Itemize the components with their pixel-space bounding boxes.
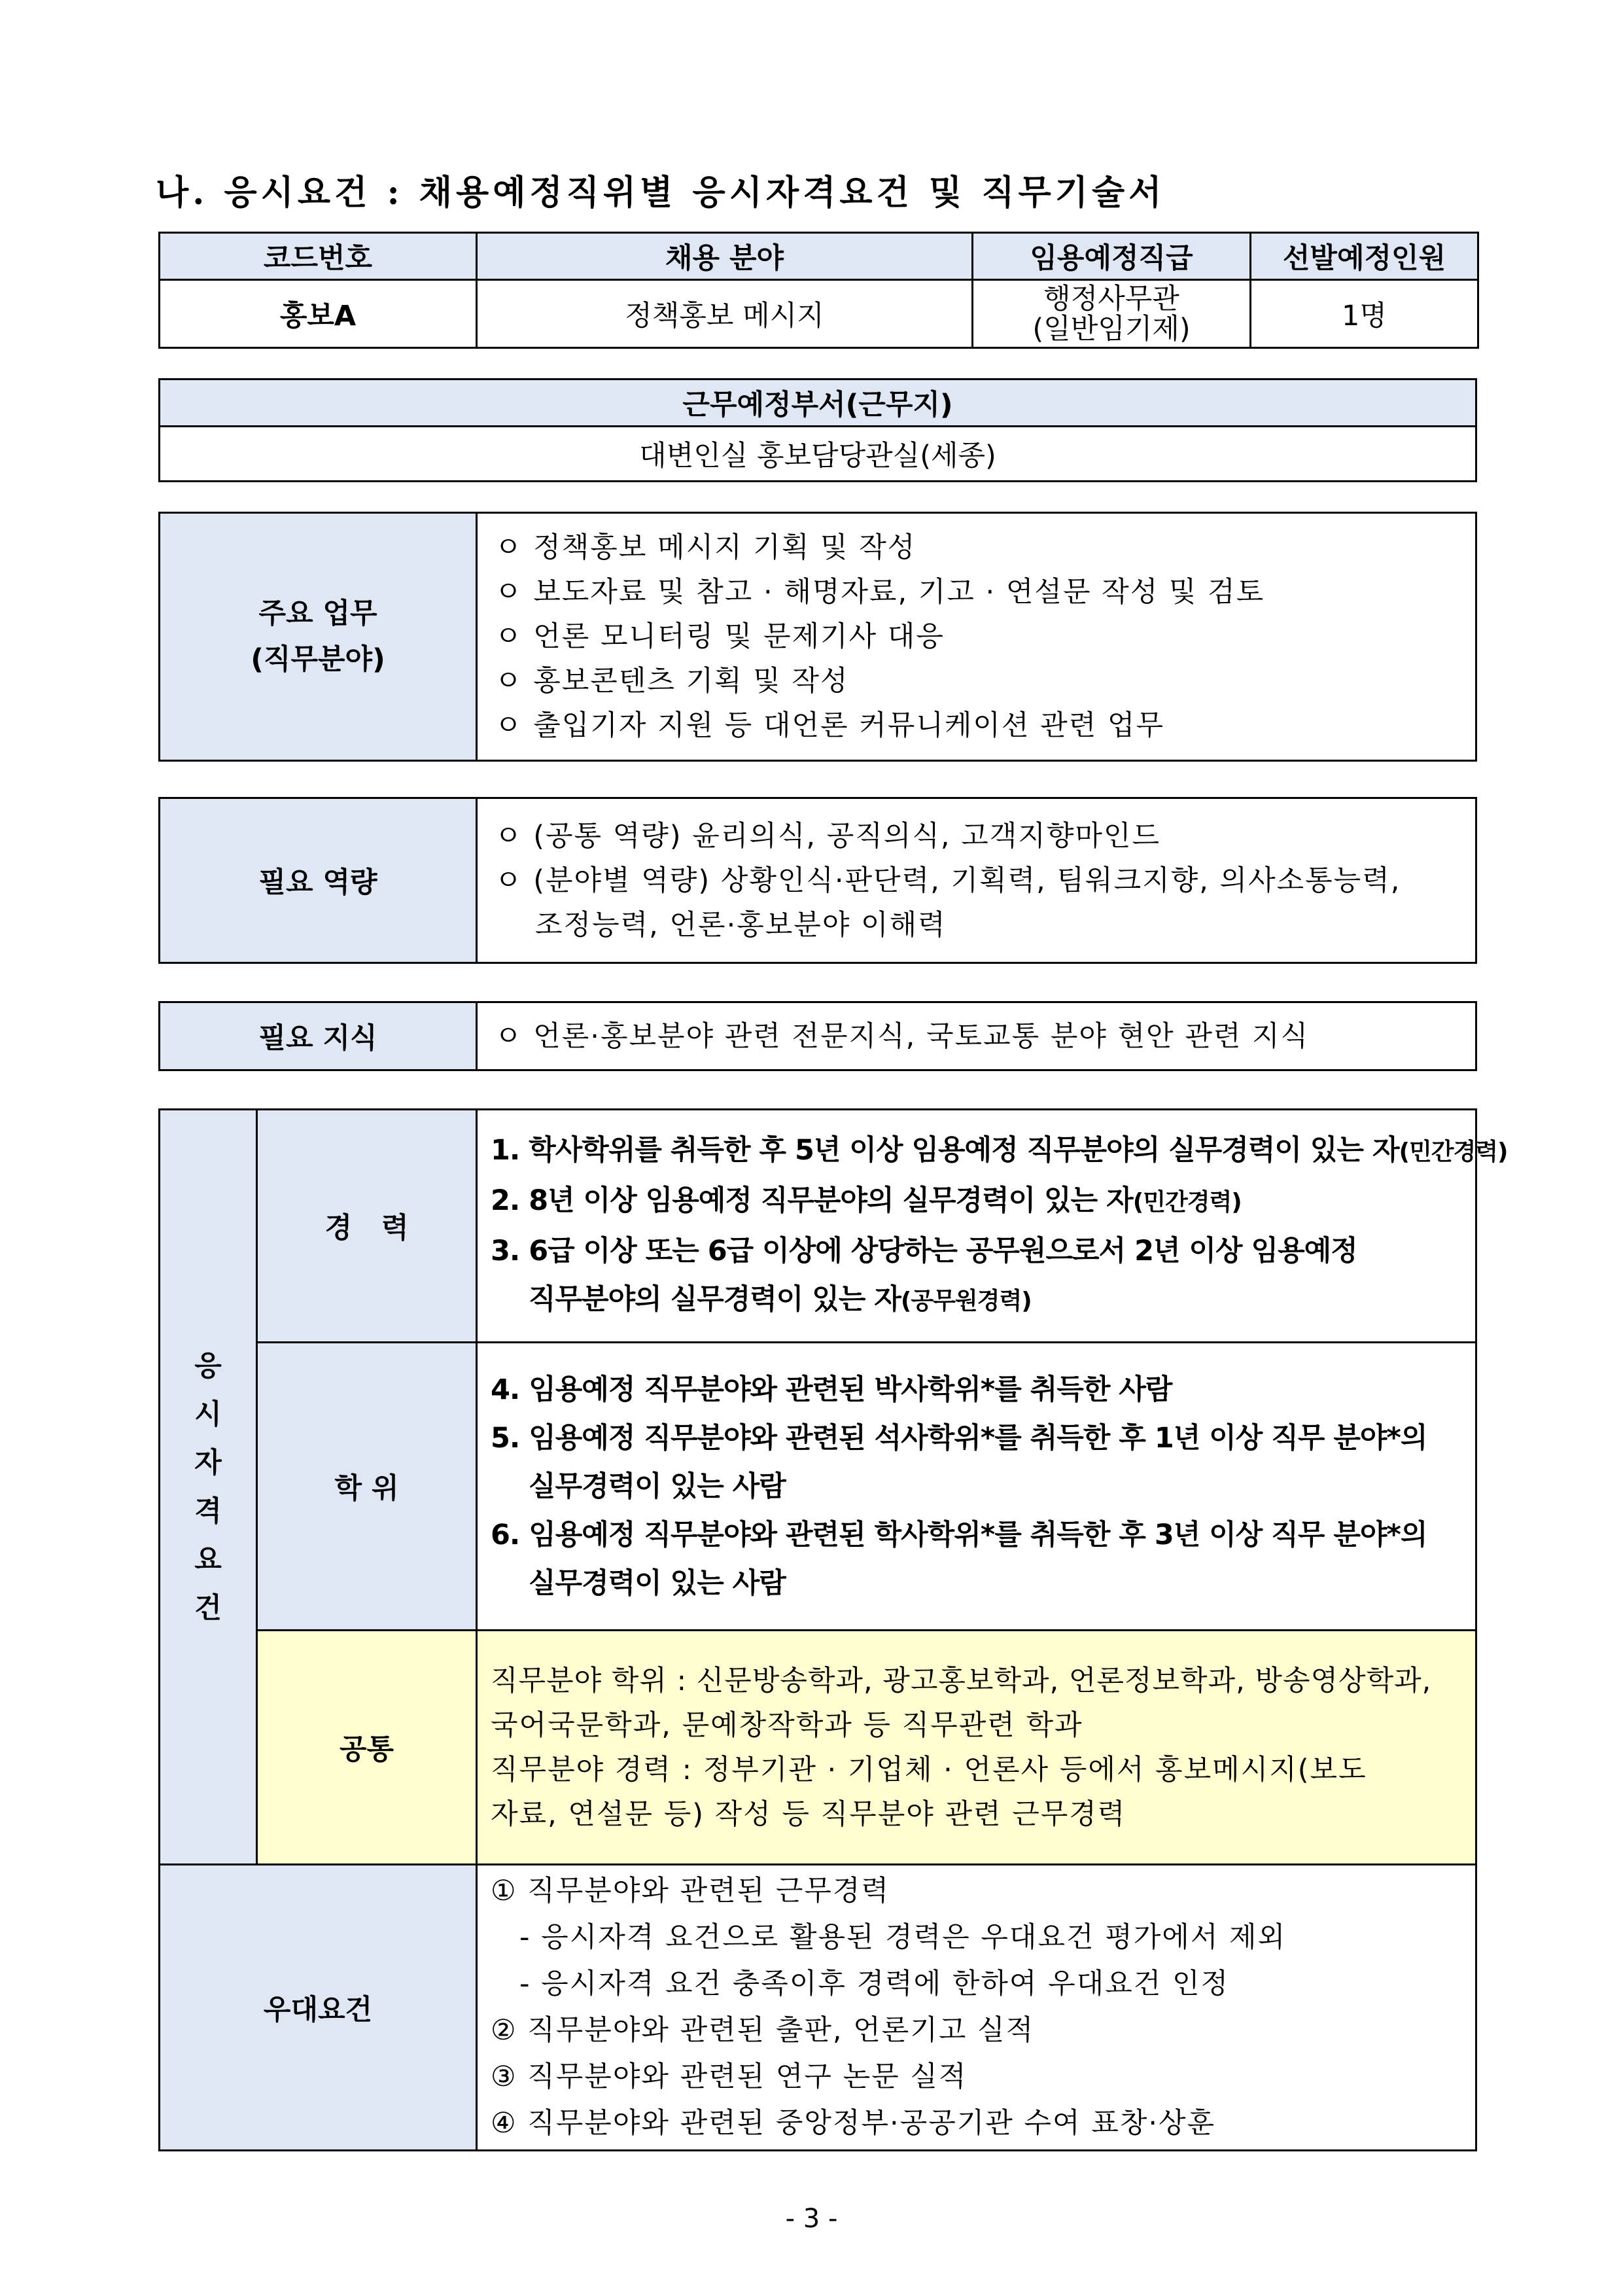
experience-list [477,1110,1508,1343]
department-table [158,378,1477,482]
competency-table [158,797,1477,964]
degree-item-6-cont: 실무경력이 있는 사람 [529,1566,786,1600]
experience-label: 경 력 [257,1110,477,1343]
competency-label: 필요 역량 [160,798,477,963]
duty-item: ㅇ 정책홍보 메시지 기획 및 작성 [495,531,916,564]
position-table [158,232,1479,349]
degree-label: 학 위 [257,1343,477,1631]
knowledge-table [158,1001,1477,1071]
preference-item: ① 직무분야와 관련된 근무경력 [491,1875,890,1907]
preference-list [477,1865,1476,2151]
vertical-char: 시 [194,1398,222,1431]
duty-item: ㅇ 보도자료 및 참고 · 해명자료, 기고 · 연설문 작성 및 검토 [495,576,1265,609]
vertical-char: 응 [194,1349,222,1383]
grade-line-1: 행정사무관 [1043,282,1179,315]
degree-list [477,1343,1476,1631]
degree-item-4: 4. 임용예정 직무분야와 관련된 박사학위*를 취득한 사람 [491,1373,1172,1406]
code-value: 홍보A [160,280,477,348]
common-line: 국어국문학과, 문예창작학과 등 직무관련 학과 [491,1708,1083,1742]
qualification-table [158,1108,1508,2151]
knowledge-label: 필요 지식 [160,1002,477,1070]
department-value: 대변인실 홍보담당관실(세종) [160,427,1476,482]
preference-item: ③ 직무분야와 관련된 연구 논문 실적 [491,2060,968,2093]
degree-item-6: 6. 임용예정 직무분야와 관련된 학사학위*를 취득한 후 3년 이상 직무 분야*의 [491,1518,1427,1551]
header-field: 채용 분야 [477,233,973,280]
page-number: - 3 - [785,2204,838,2234]
competency-line: ㅇ (공통 역량) 윤리의식, 공직의식, 고객지향마인드 [495,819,1161,853]
vertical-char: 요 [194,1543,222,1576]
preference-sub-item: - 응시자격 요건 충족이후 경력에 한하여 우대요건 인정 [519,1968,1230,2000]
preference-sub-item: - 응시자격 요건으로 활용된 경력은 우대요건 평가에서 제외 [519,1921,1287,1954]
main-duties-table [158,512,1477,762]
main-duties-label [160,513,477,761]
field-value: 정책홍보 메시지 [477,280,973,348]
experience-item-3-cont: 직무분야의 실무경력이 있는 자(공무원경력) [529,1283,1032,1316]
vertical-char: 자 [194,1446,222,1479]
main-duties-list [477,513,1476,761]
duty-item: ㅇ 언론 모니터링 및 문제기사 대응 [495,620,945,653]
common-list [477,1631,1476,1865]
vertical-char: 건 [194,1591,222,1625]
grade-value [973,280,1251,348]
preference-label: 우대요건 [160,1865,477,2151]
common-line: 자료, 연설문 등) 작성 등 직무분야 관련 근무경력 [491,1797,1126,1831]
header-code: 코드번호 [160,233,477,280]
common-label: 공통 [257,1631,477,1865]
main-duties-label-line1: 주요 업무 [258,597,377,630]
competency-line: 조정능력, 언론·홍보분야 이해력 [535,908,947,942]
vertical-char: 격 [194,1494,222,1528]
grade-line-2: (일반임기제) [1032,312,1191,345]
preference-item: ② 직무분야와 관련된 출판, 언론기고 실적 [491,2014,1035,2047]
knowledge-value [477,1002,1476,1070]
department-header: 근무예정부서(근무지) [160,380,1476,427]
main-duties-label-line2: (직무분야) [251,643,385,676]
section-heading: 나. 응시요건 : 채용예정직위별 응시자격요건 및 직무기술서 [156,173,1166,213]
duty-item: ㅇ 출입기자 지원 등 대언론 커뮤니케이션 관련 업무 [495,709,1164,742]
count-value: 1명 [1251,280,1478,348]
experience-item-1: 1. 학사학위를 취득한 후 5년 이상 임용예정 직무분야의 실무경력이 있는 자(민간경력) [491,1134,1508,1167]
degree-item-5: 5. 임용예정 직무분야와 관련된 석사학위*를 취득한 후 1년 이상 직무 분야*의 [491,1421,1427,1455]
experience-item-3: 3. 6급 이상 또는 6급 이상에 상당하는 공무원으로서 2년 이상 임용예정 [491,1235,1357,1267]
qualification-vertical-label [160,1110,257,1865]
duty-item: ㅇ 홍보콘텐츠 기획 및 작성 [495,665,849,698]
competency-list [477,798,1476,963]
header-grade: 임용예정직급 [973,233,1251,280]
common-line: 직무분야 학위 : 신문방송학과, 광고홍보학과, 언론정보학과, 방송영상학과, [491,1664,1432,1697]
competency-line: ㅇ (분야별 역량) 상황인식·판단력, 기획력, 팀워크지향, 의사소통능력, [495,864,1401,897]
preference-item: ④ 직무분야와 관련된 중앙정부·공공기관 수여 표창·상훈 [491,2107,1216,2140]
degree-item-5-cont: 실무경력이 있는 사람 [529,1470,786,1503]
experience-item-2: 2. 8년 이상 임용예정 직무분야의 실무경력이 있는 자(민간경력) [491,1184,1242,1217]
knowledge-line: ㅇ 언론·홍보분야 관련 전문지식, 국토교통 분야 현안 관련 지식 [495,1019,1310,1053]
header-count: 선발예정인원 [1251,233,1478,280]
common-line: 직무분야 경력 : 정부기관 · 기업체 · 언론사 등에서 홍보메시지(보도 [491,1753,1367,1786]
